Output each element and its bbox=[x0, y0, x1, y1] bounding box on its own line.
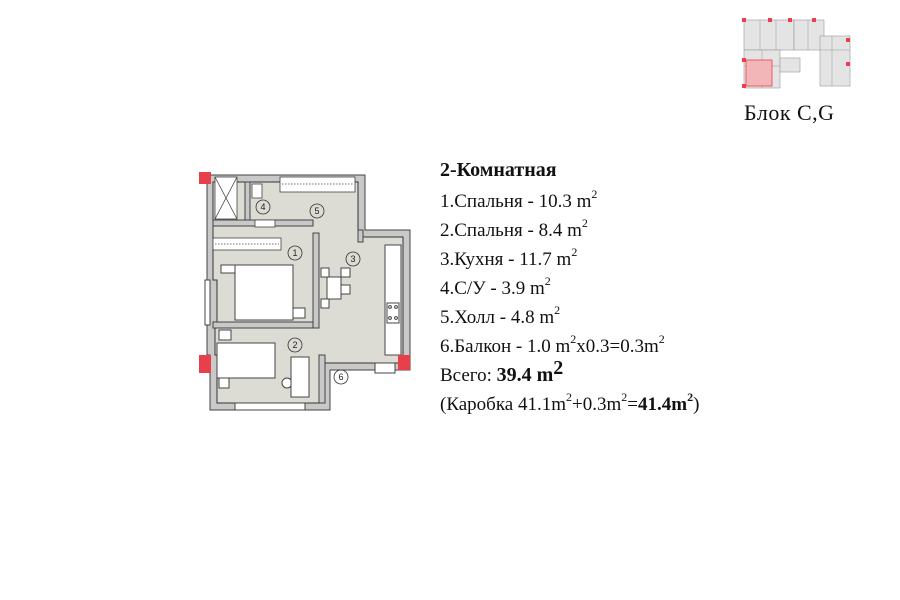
block-label: Блок C,G bbox=[744, 100, 835, 125]
selected-unit-marker bbox=[746, 60, 772, 86]
svg-text:3: 3 bbox=[350, 254, 356, 264]
svg-text:5: 5 bbox=[314, 206, 320, 216]
svg-text:4: 4 bbox=[260, 202, 266, 212]
room-row: 5.Холл - 4.8 $m^2$ bbox=[440, 303, 561, 328]
box-area: (Каробка $41.1m^2+0.3m^2=41.4m^2$) bbox=[440, 390, 700, 415]
block-key-plan bbox=[742, 18, 854, 90]
room-row: 3.Кухня - 11.7 $m^2$ bbox=[440, 245, 578, 270]
apartment-info bbox=[440, 158, 880, 419]
total-area: Всего: 39.4 $m^2$ bbox=[440, 357, 564, 386]
svg-text:2: 2 bbox=[292, 340, 298, 350]
room-row: 6.Балкон - 1.0 $m^2x0.3=0.3m^2$ bbox=[440, 332, 665, 357]
svg-text:1: 1 bbox=[292, 248, 298, 258]
room-row: 4.С/У - 3.9 $m^2$ bbox=[440, 274, 551, 299]
apartment-floor-plan bbox=[195, 165, 425, 420]
svg-text:6: 6 bbox=[338, 372, 344, 382]
apartment-title: 2-Комнатная bbox=[440, 159, 557, 181]
room-label-6 bbox=[334, 370, 348, 384]
room-row: 2.Спальня - 8.4 $m^2$ bbox=[440, 216, 588, 241]
bedroom1-wardrobe bbox=[213, 238, 281, 250]
room-row: 1.Спальня - 10.3 $m^2$ bbox=[440, 187, 598, 212]
wardrobe bbox=[280, 177, 355, 192]
